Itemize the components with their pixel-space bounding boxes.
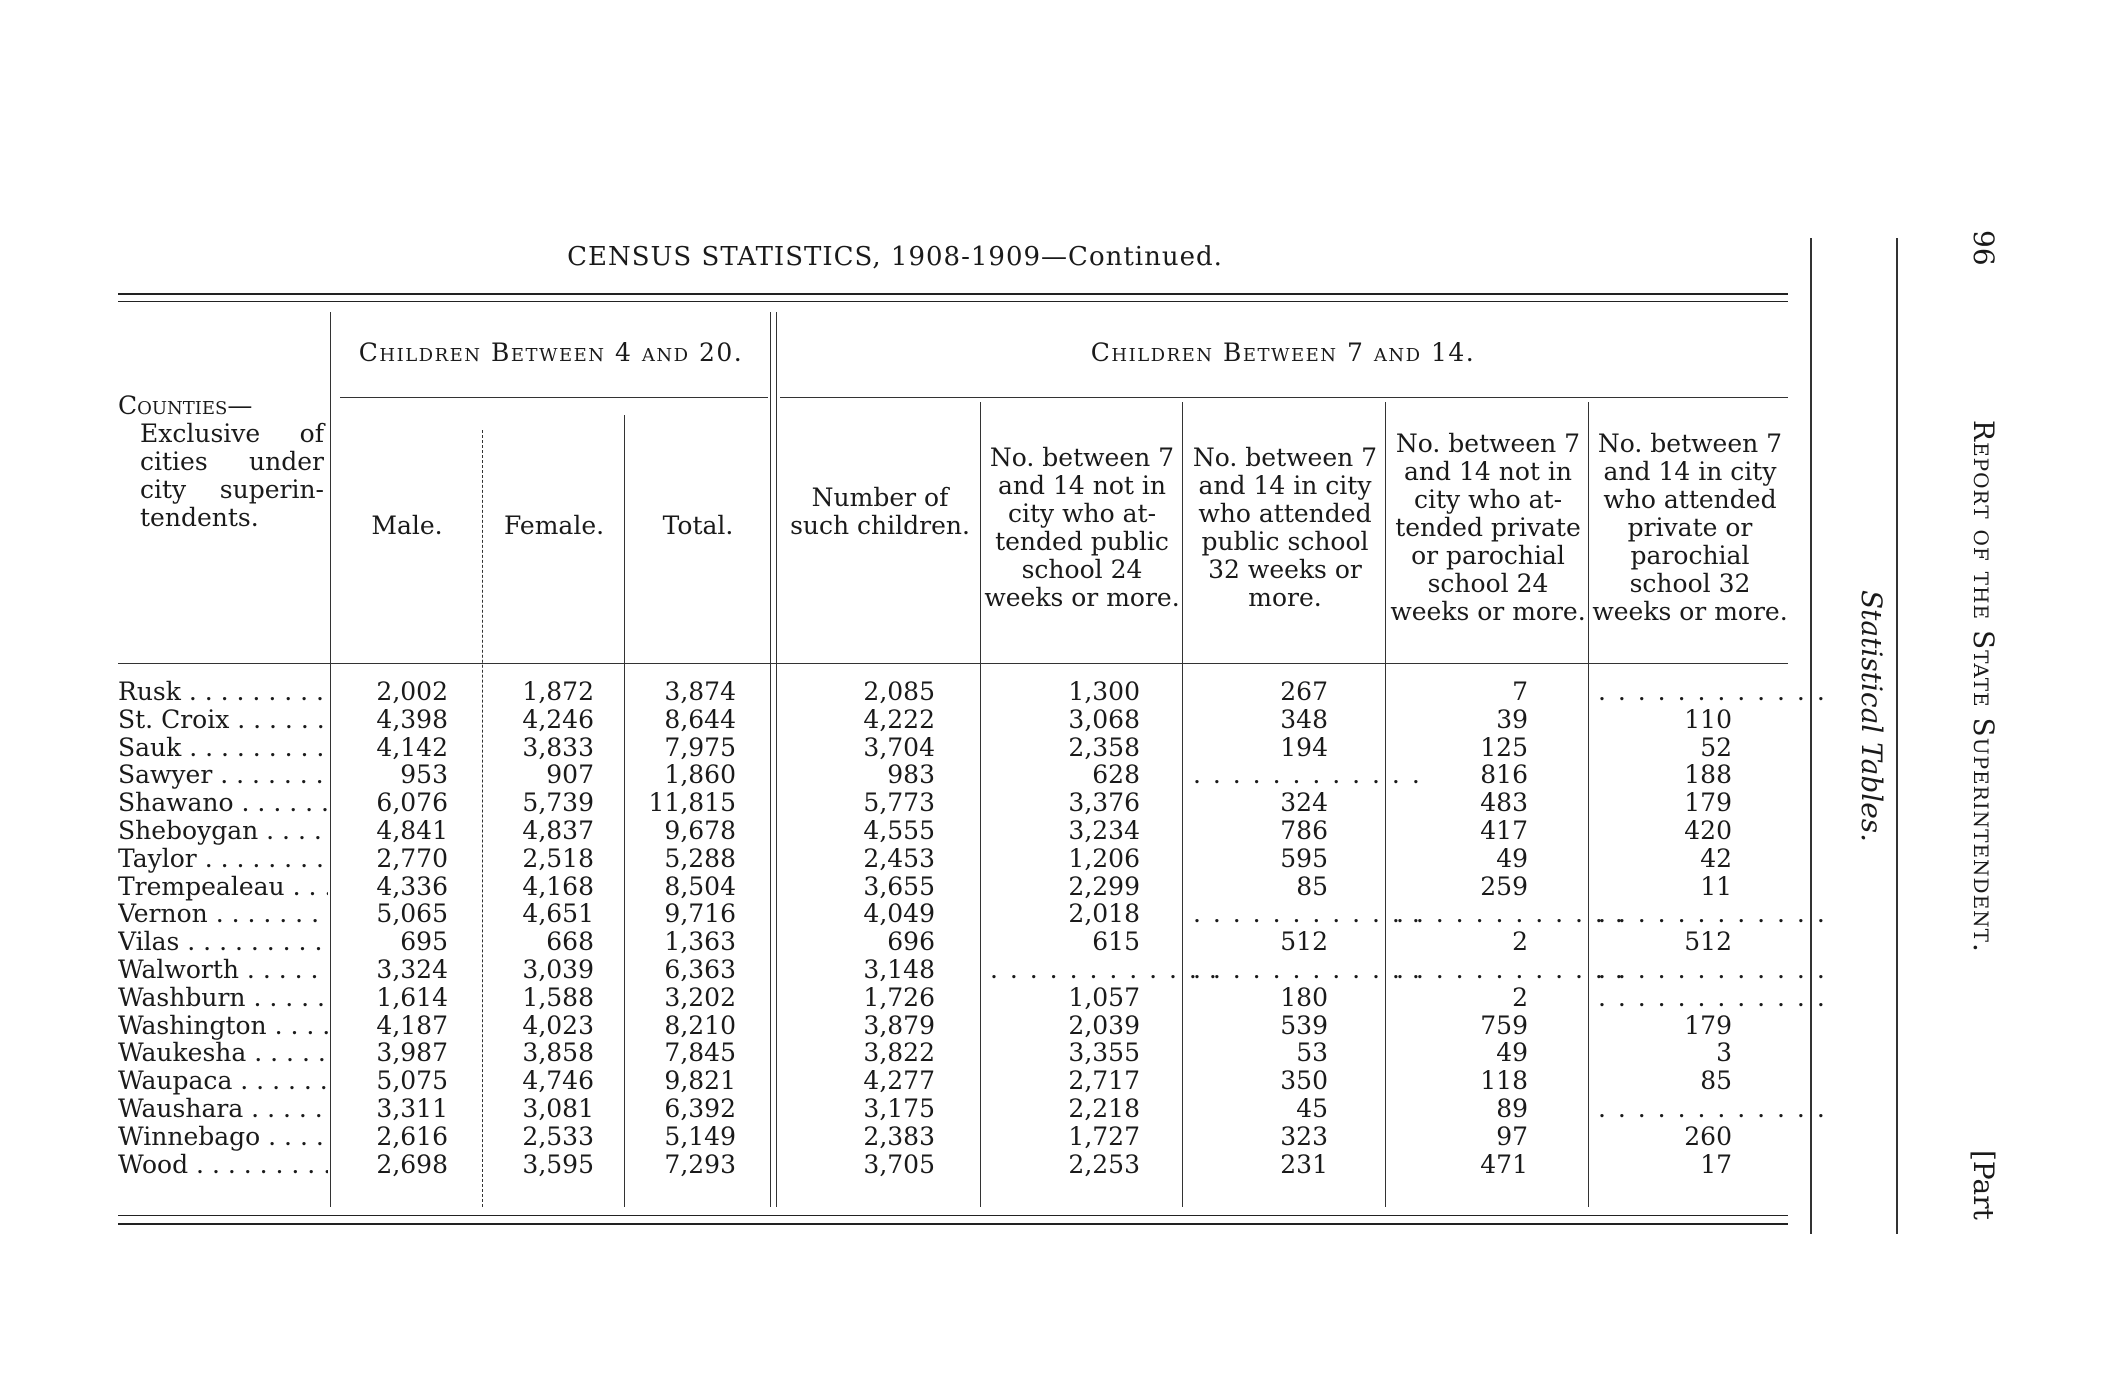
header-female: Female. [503,511,605,540]
total-cell: 6,363 [664,955,736,984]
county-name: Shawano . . . [118,789,328,817]
header-col7: No. between 7 and 14 not in city who attended private or parochial school 24 weeks or more. [1390,429,1586,626]
col7-cell: 483 [1480,788,1528,818]
total-cell: 7,975 [664,732,736,762]
col5-cell: 1,727 [1068,1121,1140,1151]
county-name: Washington . . . [118,1012,328,1040]
col5-cell: 2,358 [1068,732,1140,762]
number-cell: 696 [887,927,935,957]
female-cell: 3,081 [522,1094,594,1123]
col5-cell: 1,300 [1068,677,1140,706]
male-cell: 4,336 [376,871,448,901]
col7-cell: 7 [1512,677,1528,706]
female-cell: 4,246 [522,704,594,734]
county-name: Walworth . . . [118,956,328,984]
col7-cell-empty: . . . . . . . . . . . . [1396,899,1625,929]
male-cell: 4,187 [376,1010,448,1040]
total-cell: 8,644 [664,704,736,734]
number-cell: 3,175 [863,1094,935,1123]
bottom-rule-1 [118,1215,1788,1216]
col6-cell: 85 [1296,871,1328,901]
col7-cell: 259 [1480,871,1528,901]
col7-cell: 125 [1480,732,1528,762]
group-header-children-7-14: Children Between 7 and 14. [1090,338,1476,367]
number-cell: 4,222 [863,704,935,734]
header-col5: No. between 7 and 14 not in city who attended public school 24 weeks or more. [984,443,1180,612]
county-name: Rusk . . . [118,678,328,706]
col8-cell-empty: . . . . . . . . . . . . [1598,982,1827,1012]
number-cell: 1,726 [863,982,935,1012]
col8-cell: 110 [1684,704,1732,734]
male-cell: 3,311 [376,1094,448,1123]
page-number: 96 [1967,230,2000,266]
col7-cell: 759 [1480,1010,1528,1040]
female-cell: 907 [546,760,594,790]
total-cell: 8,210 [664,1010,736,1040]
col6-cell: 323 [1280,1121,1328,1151]
running-head: Report of the State Superintendent. [1967,420,2000,953]
female-cell: 4,746 [522,1066,594,1096]
col5-cell-empty: . . . . . . . . . . . . [990,955,1219,984]
col7-cell: 2 [1512,982,1528,1012]
total-cell: 7,845 [664,1038,736,1068]
col5-cell: 2,218 [1068,1094,1140,1123]
female-cell: 1,588 [522,982,594,1012]
total-cell: 8,504 [664,871,736,901]
number-cell: 3,148 [863,955,935,984]
col8-cell: 420 [1684,816,1732,845]
female-cell: 5,739 [522,788,594,818]
county-name: Waukesha . . . [118,1039,328,1067]
number-cell: 4,555 [863,816,935,845]
col6-cell-empty: . . . . . . . . . . . . [1193,760,1422,790]
col6-cell: 350 [1280,1066,1328,1096]
col-rule-group [770,312,771,1207]
col8-cell-empty: . . . . . . . . . . . . [1598,899,1827,929]
col7-cell: 471 [1480,1149,1528,1179]
county-name: Trempealeau . . . [118,873,328,901]
number-cell: 5,773 [863,788,935,818]
number-cell: 2,085 [863,677,935,706]
col8-cell: 260 [1684,1121,1732,1151]
female-cell: 4,651 [522,899,594,929]
col6-cell-empty: . . . . . . . . . . . . [1193,899,1422,929]
county-name: Vilas . . . [118,928,328,956]
female-cell: 3,039 [522,955,594,984]
male-cell: 4,841 [376,816,448,845]
col-rule-c6 [1385,402,1386,1207]
col8-cell: 179 [1684,788,1732,818]
total-cell: 5,288 [664,843,736,873]
side-rule-right [1896,238,1898,1234]
part-label: [Part [1967,1150,2000,1220]
col8-cell-empty: . . . . . . . . . . . . [1598,955,1827,984]
col6-cell: 539 [1280,1010,1328,1040]
col5-cell: 2,018 [1068,899,1140,929]
female-cell: 1,872 [522,677,594,706]
number-cell: 3,655 [863,871,935,901]
col5-cell: 3,234 [1068,816,1140,845]
number-cell: 2,453 [863,843,935,873]
col5-cell: 2,299 [1068,871,1140,901]
female-cell: 668 [546,927,594,957]
total-cell: 3,874 [664,677,736,706]
number-cell: 4,049 [863,899,935,929]
county-name: St. Croix . . . [118,706,328,734]
group-header-children-4-20: Children Between 4 and 20. [358,338,744,367]
male-cell: 3,324 [376,955,448,984]
county-name: Waupaca . . . [118,1067,328,1095]
col-rule-c7 [1588,402,1589,1207]
col6-cell: 267 [1280,677,1328,706]
col6-cell: 194 [1280,732,1328,762]
female-cell: 3,595 [522,1149,594,1179]
male-cell: 1,614 [376,982,448,1012]
number-cell: 3,822 [863,1038,935,1068]
number-cell: 3,879 [863,1010,935,1040]
male-cell: 5,065 [376,899,448,929]
female-cell: 3,858 [522,1038,594,1068]
col7-cell: 417 [1480,816,1528,845]
col7-cell: 97 [1496,1121,1528,1151]
col5-cell: 2,039 [1068,1010,1140,1040]
male-cell: 695 [400,927,448,957]
male-cell: 2,616 [376,1121,448,1151]
female-cell: 4,837 [522,816,594,845]
number-cell: 4,277 [863,1066,935,1096]
header-col8: No. between 7 and 14 in city who attended private or parochial school 32 weeks or more. [1592,429,1788,626]
male-cell: 6,076 [376,788,448,818]
col5-cell: 2,717 [1068,1066,1140,1096]
col6-cell: 53 [1296,1038,1328,1068]
col7-cell: 89 [1496,1094,1528,1123]
male-cell: 2,698 [376,1149,448,1179]
male-cell: 3,987 [376,1038,448,1068]
col5-cell: 615 [1092,927,1140,957]
col7-cell: 39 [1496,704,1528,734]
top-rule-2 [118,301,1788,302]
county-name: Vernon . . . [118,900,328,928]
female-cell: 2,518 [522,843,594,873]
number-cell: 3,705 [863,1149,935,1179]
county-name: Washburn . . . [118,984,328,1012]
female-cell: 3,833 [522,732,594,762]
col6-cell: 348 [1280,704,1328,734]
county-name: Wood . . . [118,1151,328,1179]
section-label: Statistical Tables. [1855,590,1888,843]
county-name: Sheboygan . . . [118,817,328,845]
col8-cell-empty: . . . . . . . . . . . . [1598,1094,1827,1123]
col8-cell: 512 [1684,927,1732,957]
col-rule-c5 [1182,402,1183,1207]
female-cell: 4,023 [522,1010,594,1040]
header-male: Male. [371,511,443,540]
county-name: Waushara . . . [118,1095,328,1123]
county-name: Sawyer . . . [118,761,328,789]
female-cell: 2,533 [522,1121,594,1151]
male-cell: 2,002 [376,677,448,706]
male-cell: 4,398 [376,704,448,734]
total-cell: 1,363 [664,927,736,957]
col8-cell: 42 [1700,843,1732,873]
group-rule-4-20 [340,397,768,398]
col7-cell: 49 [1496,1038,1528,1068]
col6-cell-empty: . . . . . . . . . . . . [1193,955,1422,984]
total-cell: 3,202 [664,982,736,1012]
col6-cell: 45 [1296,1094,1328,1123]
header-counties-line1: Counties— [118,391,253,420]
col-rule-group-2 [776,312,777,1207]
col7-cell: 49 [1496,843,1528,873]
bottom-rule-2 [118,1223,1788,1225]
col8-cell: 3 [1716,1038,1732,1068]
male-cell: 2,770 [376,843,448,873]
col5-cell: 1,057 [1068,982,1140,1012]
header-col6: No. between 7 and 14 in city who attended public school 32 weeks or more. [1192,443,1378,612]
col7-cell: 118 [1480,1066,1528,1096]
col8-cell: 11 [1700,871,1732,901]
header-bottom-rule [118,663,1788,664]
group-rule-7-14 [780,397,1788,398]
col7-cell: 2 [1512,927,1528,957]
side-rule-left [1810,238,1812,1234]
col-rule-number [980,402,981,1207]
col5-cell: 3,355 [1068,1038,1140,1068]
col8-cell-empty: . . . . . . . . . . . . [1598,677,1827,706]
col6-cell: 231 [1280,1149,1328,1179]
page-title: CENSUS STATISTICS, 1908-1909—Continued. [567,242,1223,272]
col7-cell: 816 [1480,760,1528,790]
col5-cell: 3,376 [1068,788,1140,818]
col7-cell-empty: . . . . . . . . . . . . [1396,955,1625,984]
col6-cell: 324 [1280,788,1328,818]
total-cell: 9,678 [664,816,736,845]
total-cell: 11,815 [648,788,736,818]
header-counties [118,392,324,532]
col6-cell: 180 [1280,982,1328,1012]
col8-cell: 17 [1700,1149,1732,1179]
male-cell: 4,142 [376,732,448,762]
total-cell: 5,149 [664,1121,736,1151]
number-cell: 2,383 [863,1121,935,1151]
col8-cell: 52 [1700,732,1732,762]
col5-cell: 2,253 [1068,1149,1140,1179]
total-cell: 1,860 [664,760,736,790]
header-counties-line2: Exclusive of cities under city superintendents. [140,419,324,532]
col8-cell: 85 [1700,1066,1732,1096]
total-cell: 6,392 [664,1094,736,1123]
county-name: Winnebago . . . [118,1123,328,1151]
col6-cell: 512 [1280,927,1328,957]
col8-cell: 179 [1684,1010,1732,1040]
number-cell: 3,704 [863,732,935,762]
county-name: Sauk . . . [118,734,328,762]
male-cell: 5,075 [376,1066,448,1096]
col6-cell: 786 [1280,816,1328,845]
total-cell: 9,821 [664,1066,736,1096]
total-cell: 9,716 [664,899,736,929]
number-cell: 983 [887,760,935,790]
col5-cell: 628 [1092,760,1140,790]
female-cell: 4,168 [522,871,594,901]
col5-cell: 3,068 [1068,704,1140,734]
col6-cell: 595 [1280,843,1328,873]
header-total: Total. [662,511,734,540]
male-cell: 953 [400,760,448,790]
header-number-of-children: Number of such children. [790,483,970,540]
county-name: Taylor . . . [118,845,328,873]
col5-cell: 1,206 [1068,843,1140,873]
top-rule-1 [118,293,1788,295]
total-cell: 7,293 [664,1149,736,1179]
col8-cell: 188 [1684,760,1732,790]
